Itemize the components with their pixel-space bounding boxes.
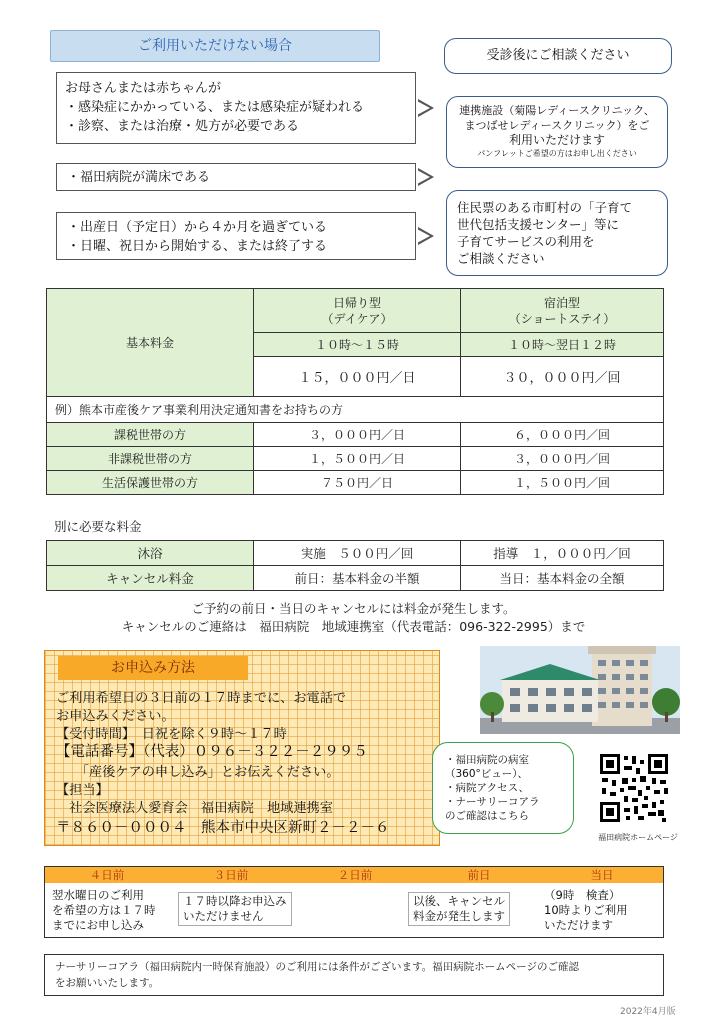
apply-phone: 【電話番号】（代表）０９６－３２２－２９９５ [56,744,368,760]
case-line: ・福田病院が満床である [67,170,211,185]
bubble-line: のご確認はこちら [445,810,529,822]
consult-bubble: 受診後にご相談ください [444,38,672,74]
timeline-line: を希望の方は１７時 [52,903,156,917]
timeline-line: いただけます [544,918,613,932]
bubble-line: 利用いただけます [508,133,605,147]
arrow-right-icon [418,168,434,186]
apply-contact-label: 【担当】 [56,783,109,798]
timeline-line: 以後、キャンセル [413,894,505,908]
timeline-cell-4 [52,888,156,933]
cancel-same-day: 当日：基本料金の全額 [461,566,664,591]
cancel-prev-day: 前日：基本料金の半額 [254,566,461,591]
bubble-line: 住民票のある市町村の「子育て [457,200,633,215]
bath-guide-price: 指導 １，０００円／回 [461,541,664,566]
fee-table [46,288,664,495]
timeline-line: 翌水曜日のご利用 [52,888,144,902]
day-3-before: ３日前 [213,868,249,882]
hospital-info-bubble [432,742,574,834]
case-line: ・診察、または治療・処方が必要である [65,119,300,134]
nursery-note [44,954,664,996]
apply-hours: 【受付時間】 日祝を除く９時～１７時 [56,727,287,742]
arrow-right-icon [418,227,434,245]
timeline-cell-0 [544,888,628,933]
notice-line: ご予約の前日・当日のキャンセルには料金が発生します。 [191,601,516,616]
cancel-fee-label: キャンセル料金 [47,566,254,591]
timeline-cell-1 [408,892,510,926]
day-same: 当日 [590,868,614,882]
row-welfare-day: ７５０円／日 [254,471,461,495]
partner-clinic-bubble [446,96,668,168]
row-welfare-label: 生活保護世帯の方 [47,471,254,495]
stay-type-header [461,289,664,333]
bubble-line: （360°ビュー）、 [445,768,529,780]
subsidy-example: 例）熊本市産後ケア事業利用決定通知書をお持ちの方 [47,397,664,423]
case-line: お母さんまたは赤ちゃんが [65,81,222,96]
case-line: ・感染症にかかっている、または感染症が疑われる [65,100,365,115]
apply-line: お申込みください。 [56,709,175,724]
bubble-note: パンフレットご希望の方はお申し出ください [477,149,637,158]
apply-line: ご利用希望日の３日前の１７時までに、お電話で [56,691,347,706]
cancel-notice [0,600,707,636]
bubble-line: 子育てサービスの利用を [457,234,595,249]
case-full-box [56,163,416,191]
case-line: ・日曜、祝日から開始する、または終了する [67,239,328,254]
row-taxed-label: 課税世帯の方 [47,423,254,447]
day-2-before: ２日前 [337,868,373,882]
bubble-line: 連携施設（菊陽レディースクリニック、 [459,104,655,117]
unavailable-banner: ご利用いただけない場合 [50,30,380,62]
row-nontaxed-stay: ３，０００円／回 [461,447,664,471]
day-price: １５，０００円／日 [254,357,461,397]
extra-fee-label: 別に必要な料金 [54,519,142,534]
bath-label: 沐浴 [47,541,254,566]
stay-type-label: 宿泊型 [543,295,580,310]
case-infection-box [56,72,416,144]
stay-hours: １０時～翌日１２時 [461,333,664,357]
bubble-line: まつばせレディースクリニック）をご [464,119,650,132]
row-nontaxed-day: １，５００円／日 [254,447,461,471]
timeline-cell-3 [178,892,292,926]
version-label: 2022年4月版 [620,1007,676,1017]
day-hours: １０時～１５時 [254,333,461,357]
case-line: ・出産日（予定日）から４か月を過ぎている [67,220,328,235]
stay-price: ３０，０００円／回 [461,357,664,397]
timeline-line: 料金が発生します [413,909,505,923]
timeline-line: 10時よりご利用 [544,903,628,917]
bubble-line: 世代包括支援センター」等に [457,217,620,232]
extra-fee-table [46,540,664,591]
qr-code[interactable] [598,752,670,824]
timeline-line: までにお申し込み [52,918,144,932]
qr-caption: 福田病院ホームページ [598,833,678,842]
row-welfare-stay: １，５００円／回 [461,471,664,495]
row-taxed-stay: ６，０００円／回 [461,423,664,447]
bubble-line: ・病院アクセス、 [445,782,529,794]
day-1-before: 前日 [467,868,491,882]
bubble-line: ・ナーサリーコアラ [445,796,540,808]
hospital-photo [480,646,680,734]
nursery-line: ナーサリーコアラ（福田病院内一時保育施設）のご利用には条件がございます。福田病院ホームページのご確認 [55,961,579,973]
bath-perform-price: 実施 ５００円／回 [254,541,461,566]
apply-contact: 社会医療法人愛育会 福田病院 地域連携室 [56,801,333,816]
municipality-bubble [446,190,668,276]
notice-line: キャンセルのご連絡は 福田病院 地域連携室（代表電話：096-322-2995）まで [121,619,586,634]
day-4-before: ４日前 [89,868,125,882]
row-nontaxed-label: 非課税世帯の方 [47,447,254,471]
basic-fee-label: 基本料金 [47,289,254,397]
day-type-header [254,289,461,333]
bubble-line: ご相談ください [457,251,545,266]
day-type-label: 日帰り型 [332,295,381,310]
nursery-line: をお願いいたします。 [55,977,160,989]
apply-address: 〒８６０－０００４ 熊本市中央区新町２－２－６ [56,820,390,836]
timeline-line: １７時以降お申込み [183,894,287,908]
apply-line: 「産後ケアの申し込み」とお伝えください。 [56,765,340,780]
timeline-line: （9時 検査） [544,888,621,902]
day-type-sub: （デイケア） [321,311,393,326]
case-period-box [56,212,416,260]
row-taxed-day: ３，０００円／日 [254,423,461,447]
stay-type-sub: （ショートステイ） [508,311,616,326]
bubble-line: ・福田病院の病室 [445,754,529,766]
arrow-right-icon [418,99,434,117]
apply-method-title: お申込み方法 [58,656,248,680]
timeline-line: いただけません [183,909,264,923]
